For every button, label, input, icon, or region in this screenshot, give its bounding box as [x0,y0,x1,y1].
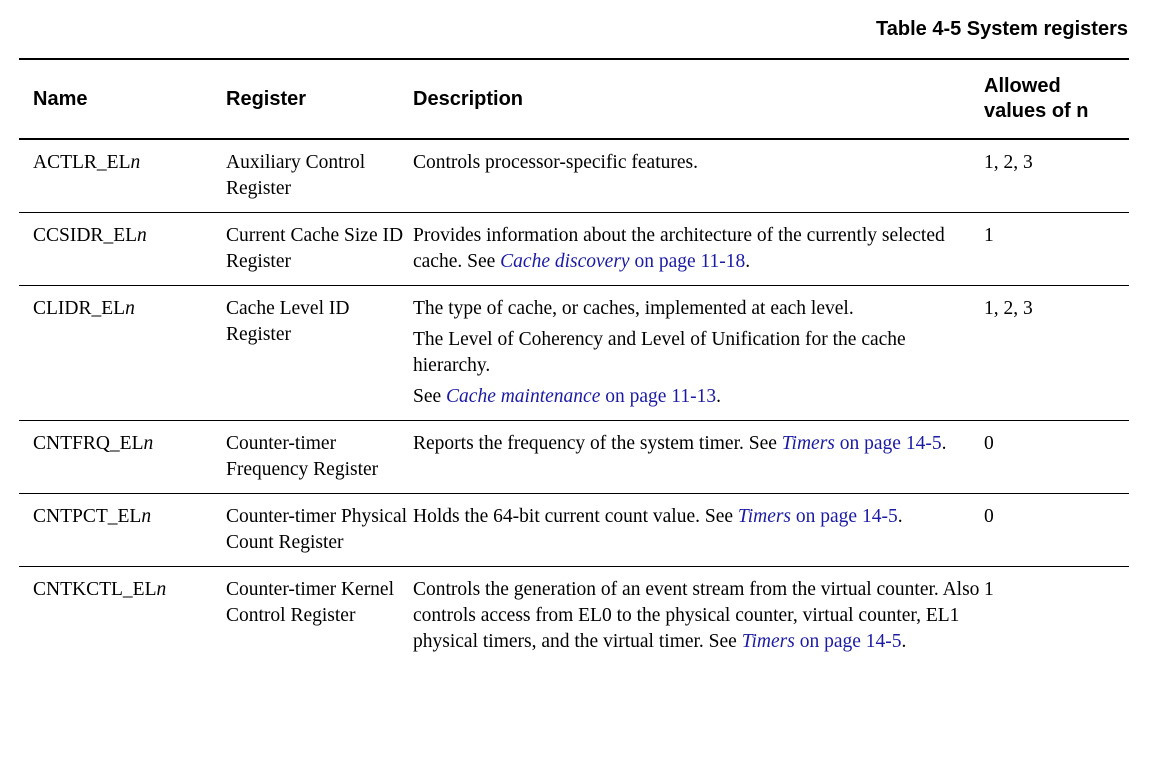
table-row [19,567,1129,666]
allowed-values: 1 [984,579,994,600]
header-allowed-values: Allowed values of n [984,59,1129,139]
register-description: The type of cache, or caches, implemented at each level. The Level of Coherency and Level of Unification for the cache hierarchy. See Cache maintenance on page 11-13. [413,286,984,421]
allowed-values: 1 [984,213,1129,286]
register-description: Controls processor-specific features. [413,139,984,213]
register-description: Holds the 64-bit current count value. See Timers on page 14-5. [413,494,984,567]
allowed-values: 0 [984,494,1129,567]
cross-reference-link[interactable]: Timers on page 14-5 [741,631,902,652]
register-full-name: Current Cache Size ID Register [226,213,413,286]
register-full-name: Cache Level ID Register [226,286,413,421]
allowed-values: 1, 2, 3 [984,139,1129,213]
table-row [19,421,1129,494]
table-row [19,494,1129,567]
header-name: Name [19,59,226,139]
register-full-name: Counter-timer Physical Count Register [226,494,413,567]
table-caption: Table 4-5 System registers [876,18,1128,40]
system-registers-table [19,58,1129,665]
register-full-name: Counter-timer Frequency Register [226,421,413,494]
register-description: Controls the generation of an event stream from the virtual counter. Also controls access from EL0 to the physical counter, virtual counter, EL1 physical timers, and the virtual timer. See Timers on page 14-5. [413,579,980,652]
cross-reference-link[interactable]: Cache maintenance on page 11-13 [446,386,717,407]
table-header-row [19,59,1129,139]
register-name: CCSIDR_ELn [19,213,226,286]
table-row [19,213,1129,286]
register-full-name: Counter-timer Kernel Control Register [226,579,395,626]
header-register: Register [226,59,413,139]
register-name: CNTKCTL_ELn [33,579,167,600]
register-description: Provides information about the architecture of the currently selected cache. See Cache discovery on page 11-18. [413,213,984,286]
register-name: ACTLR_ELn [19,139,226,213]
allowed-values: 1, 2, 3 [984,286,1129,421]
register-name: CLIDR_ELn [19,286,226,421]
table-row [19,286,1129,421]
table-row [19,139,1129,213]
cross-reference-link[interactable]: Timers on page 14-5 [737,506,898,527]
cross-reference-link[interactable]: Cache discovery on page 11-18 [500,251,746,272]
register-description: Reports the frequency of the system timer. See Timers on page 14-5. [413,421,984,494]
header-description: Description [413,59,984,139]
cross-reference-link[interactable]: Timers on page 14-5 [781,433,942,454]
register-name: CNTFRQ_ELn [19,421,226,494]
register-name: CNTPCT_ELn [19,494,226,567]
allowed-values: 0 [984,421,1129,494]
register-full-name: Auxiliary Control Register [226,139,413,213]
